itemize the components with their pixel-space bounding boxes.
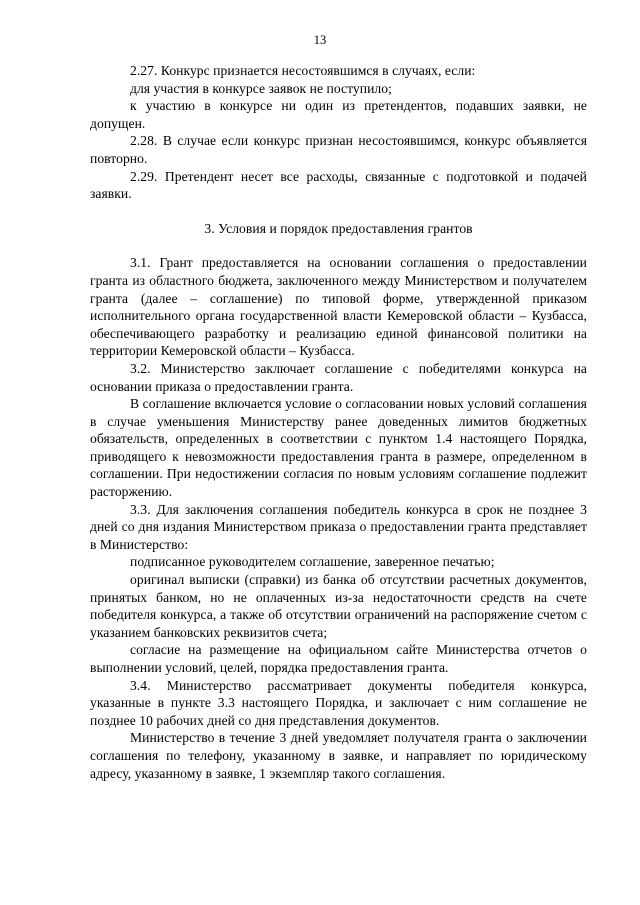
paragraph-3-2: 3.2. Министерство заключает соглашение с победителями конкурса на основании приказа о предоставлении гранта. xyxy=(90,360,587,394)
paragraph-signed-agreement: подписанное руководителем соглашение, заверенное печатью; xyxy=(130,554,495,570)
paragraph-3-1: 3.1. Грант предоставляется на основании соглашения о предоставлении гранта из областного бюджета, заключенного между Министерством и получателем гранта (далее – соглашение) по типовой форме, утвержденной приказом исполнительного органа государственной власти Кемеровской области – Кузбасса, обеспечивающего разработку и реализацию единой финансовой политики на территории Кемеровской области – Кузбасса. xyxy=(90,255,587,359)
paragraph-2-27: 2.27. Конкурс признается несостоявшимся в случаях, если: xyxy=(130,63,476,78)
paragraph-notification: Министерство в течение 3 дней уведомляет получателя гранта о заключении соглашения по телефону, указанному в заявке, и направляет по юридическому адресу, указанному в заявке, 1 экземпляр такого соглашения. xyxy=(90,730,587,781)
paragraph-agreement-condition: В соглашение включается условие о согласовании новых условий соглашения в случае уменьшения Министерству ранее доведенных лимитов бюджетных обязательств, определенных в соответствии с пунктом 1.4 настоящего Порядка, приводящего к невозможности предоставления гранта в размере, определенном в соглашении. При недостижении согласия по новым условиям соглашение подлежит расторжению. xyxy=(90,396,587,500)
paragraph-2-29: 2.29. Претендент несет все расходы, связанные с подготовкой и подачей заявки. xyxy=(90,168,587,202)
document-body xyxy=(90,62,587,782)
page-number: 13 xyxy=(313,33,327,47)
paragraph-bank-statement: оригинал выписки (справки) из банка об отсутствии расчетных документов, принятых банком, но не оплаченных из-за недостаточности средств на счете победителя конкурса, а также об отсутствии ограничений на распоряжение счетом с указанием банковских реквизитов счета; xyxy=(90,572,587,640)
section-heading: 3. Условия и порядок предоставления грантов xyxy=(204,220,473,236)
paragraph-3-4: 3.4. Министерство рассматривает документы победителя конкурса, указанные в пункте 3.3 настоящего Порядка, и заключает с ним соглашение не позднее 10 рабочих дней со дня представления документов. xyxy=(90,677,587,728)
paragraph-2-28: 2.28. В случае если конкурс признан несостоявшимся, конкурс объявляется повторно. xyxy=(90,133,587,166)
paragraph-consent: согласие на размещение на официальном сайте Министерства отчетов о выполнении условий, целей, порядка предоставления гранта. xyxy=(90,642,587,675)
paragraph-no-applications: для участия в конкурсе заявок не поступило; xyxy=(130,80,392,96)
paragraph-3-3: 3.3. Для заключения соглашения победитель конкурса в срок не позднее 3 дней со дня издания Министерством приказа о предоставлении гранта представляет в Министерство: xyxy=(90,501,587,552)
paragraph-not-admitted: к участию в конкурсе ни один из претендентов, подавших заявки, не допущен. xyxy=(90,98,587,131)
